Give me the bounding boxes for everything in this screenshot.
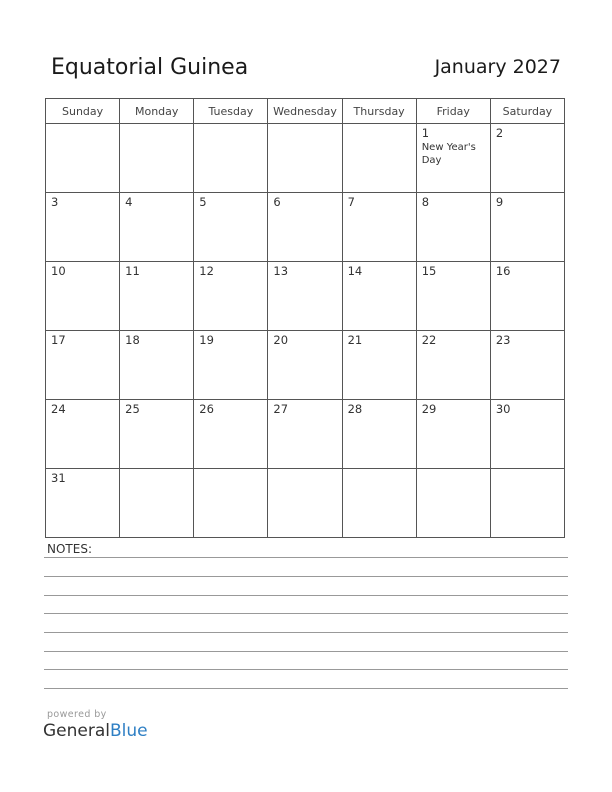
week-row [46, 469, 565, 538]
brand-logo[interactable] [43, 721, 148, 741]
day-cell [342, 262, 416, 331]
day-cell [194, 262, 268, 331]
brand-blue: Blue [110, 721, 148, 741]
notes-line [44, 632, 568, 633]
weekday-wednesday: Wednesday [268, 99, 342, 124]
day-number: 16 [495, 264, 511, 278]
empty-day-cell [490, 469, 564, 538]
day-number: 19 [199, 333, 214, 347]
day-number: 7 [347, 195, 355, 209]
day-cell [120, 193, 194, 262]
notes-line [44, 557, 568, 558]
day-cell [268, 262, 342, 331]
day-number: 13 [273, 264, 289, 278]
day-number: 15 [421, 264, 437, 278]
day-cell [342, 331, 416, 400]
day-number: 21 [347, 333, 363, 347]
notes-line [44, 669, 568, 670]
day-number: 2 [495, 126, 504, 140]
day-cell [46, 400, 120, 469]
day-cell [46, 469, 120, 538]
empty-day-cell [46, 124, 120, 193]
day-cell [194, 193, 268, 262]
day-number: 12 [199, 264, 214, 278]
weekday-header-row [46, 99, 565, 124]
day-cell [416, 193, 490, 262]
day-cell [416, 124, 490, 193]
day-number: 29 [421, 402, 437, 416]
empty-day-cell [342, 124, 416, 193]
weekday-thursday: Thursday [342, 99, 416, 124]
day-number: 1 [421, 126, 430, 140]
brand-general: General [43, 721, 110, 741]
day-number: 27 [273, 402, 289, 416]
day-cell [120, 331, 194, 400]
day-cell [194, 331, 268, 400]
day-number: 11 [125, 264, 140, 278]
weekday-friday: Friday [416, 99, 490, 124]
weekday-saturday: Saturday [490, 99, 564, 124]
empty-day-cell [120, 124, 194, 193]
day-number: 10 [51, 264, 66, 278]
day-number: 30 [495, 402, 511, 416]
weekday-tuesday: Tuesday [194, 99, 268, 124]
empty-day-cell [194, 469, 268, 538]
day-cell [120, 400, 194, 469]
day-number: 20 [273, 333, 289, 347]
day-cell [490, 400, 564, 469]
notes-line [44, 688, 568, 689]
day-number: 22 [421, 333, 437, 347]
calendar-grid [45, 98, 565, 538]
day-number: 26 [199, 402, 214, 416]
week-row [46, 331, 565, 400]
day-cell [46, 262, 120, 331]
day-cell [490, 262, 564, 331]
day-cell [268, 331, 342, 400]
empty-day-cell [268, 469, 342, 538]
month-title: January 2027 [434, 56, 561, 78]
day-cell [416, 400, 490, 469]
day-cell [490, 331, 564, 400]
day-cell [416, 262, 490, 331]
day-cell [490, 193, 564, 262]
day-number: 8 [421, 195, 430, 209]
day-number: 14 [347, 264, 363, 278]
day-number: 23 [495, 333, 511, 347]
week-row [46, 262, 565, 331]
day-number: 6 [273, 195, 281, 209]
day-cell [342, 400, 416, 469]
empty-day-cell [416, 469, 490, 538]
week-row [46, 193, 565, 262]
day-number: 17 [51, 333, 66, 347]
empty-day-cell [268, 124, 342, 193]
week-row [46, 124, 565, 193]
day-number: 5 [199, 195, 207, 209]
day-cell [46, 331, 120, 400]
notes-label: NOTES: [47, 542, 92, 556]
day-cell [120, 262, 194, 331]
notes-line [44, 576, 568, 577]
country-title: Equatorial Guinea [51, 55, 249, 80]
day-number: 31 [51, 471, 66, 485]
day-number: 4 [125, 195, 133, 209]
day-number: 25 [125, 402, 140, 416]
day-number: 3 [51, 195, 59, 209]
day-cell [46, 193, 120, 262]
holiday-label: New Year's Day [421, 142, 476, 166]
weekday-monday: Monday [120, 99, 194, 124]
day-number: 9 [495, 195, 504, 209]
empty-day-cell [342, 469, 416, 538]
week-row [46, 400, 565, 469]
day-cell [194, 400, 268, 469]
notes-line [44, 651, 568, 652]
day-cell [268, 400, 342, 469]
day-number: 18 [125, 333, 140, 347]
day-cell [268, 193, 342, 262]
day-number: 28 [347, 402, 363, 416]
notes-line [44, 595, 568, 596]
day-number: 24 [51, 402, 66, 416]
weekday-sunday: Sunday [46, 99, 120, 124]
powered-by-text: powered by [47, 709, 107, 720]
empty-day-cell [194, 124, 268, 193]
day-cell [342, 193, 416, 262]
day-cell [490, 124, 564, 193]
day-cell [416, 331, 490, 400]
notes-line [44, 613, 568, 614]
empty-day-cell [120, 469, 194, 538]
